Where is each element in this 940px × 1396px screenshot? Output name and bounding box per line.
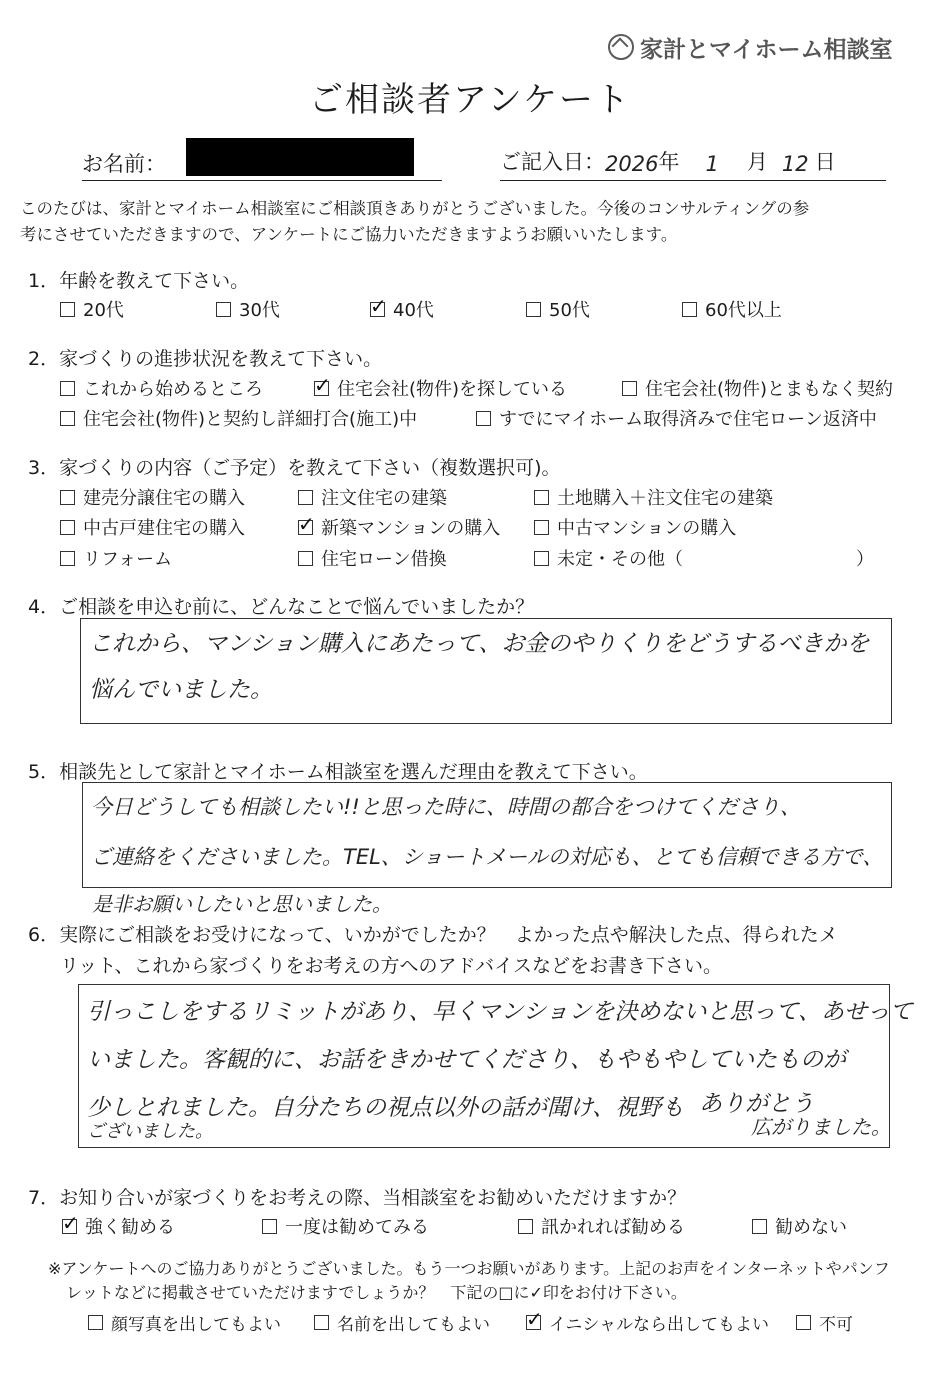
checkbox-icon[interactable] <box>60 520 75 535</box>
intro-text <box>20 196 926 248</box>
q6-answer-extra: 広がりました。 <box>751 1115 891 1139</box>
checkbox-icon[interactable] <box>60 411 75 426</box>
q6-label: 6．実際にご相談をお受けになって、いかがでしたか？ よかった点や解決した点、得られたメ <box>28 924 838 946</box>
checkbox-icon[interactable] <box>476 411 491 426</box>
note-line: レットなどに掲載させていただけますでしょうか？ 下記の□に✓印をお付け下さい。 <box>66 1283 687 1302</box>
publish-option[interactable]: 顔写真を出してもよい <box>88 1310 281 1335</box>
q2-option[interactable]: ✓ 住宅会社(物件)を探している <box>314 375 567 401</box>
q1-option[interactable]: 50代 <box>526 296 590 322</box>
checkbox-icon[interactable] <box>752 1219 767 1234</box>
checkbox-icon[interactable] <box>60 381 75 396</box>
publish-option[interactable]: ✓ イニシャルなら出してもよい <box>526 1310 769 1335</box>
q6-answer-line: いました。客観的に、お話をきかせてくださり、もやもやしていたものが <box>87 1047 846 1073</box>
checkbox-icon[interactable] <box>622 381 637 396</box>
checkbox-icon[interactable] <box>534 551 549 566</box>
q1-option[interactable]: ✓ 40代 <box>370 296 434 322</box>
q4-answer-line: 悩んでいました。 <box>89 677 273 703</box>
q6-label-cont: リット、これから家づくりをお考えの方へのアドバイスなどをお書き下さい。 <box>60 955 722 977</box>
publish-option[interactable]: 名前を出してもよい <box>314 1310 490 1335</box>
name-field <box>82 146 442 181</box>
checkbox-icon[interactable] <box>216 302 231 317</box>
q4-answer-box[interactable] <box>80 618 892 724</box>
intro-line: 考にさせていただきますので、アンケートにご協力いただきますようお願いいたします。 <box>20 225 678 244</box>
q3-option[interactable]: 建売分譲住宅の購入 <box>60 484 245 510</box>
checkbox-icon[interactable] <box>534 520 549 535</box>
page-title: ご相談者アンケート <box>309 80 631 120</box>
checkbox-icon[interactable] <box>262 1219 277 1234</box>
date-year-unit: 年 <box>658 150 680 174</box>
q7-option[interactable]: 勧めない <box>752 1213 847 1239</box>
q3-option[interactable]: 土地購入＋注文住宅の建築 <box>534 484 773 510</box>
q4-answer-line: これから、マンション購入にあたって、お金のやりくりをどうするべきかを <box>89 631 870 657</box>
date-field <box>500 146 886 181</box>
q7-option[interactable]: 訊かれれば勧める <box>518 1213 685 1239</box>
checked-checkbox-icon[interactable] <box>62 1219 77 1234</box>
date-month-unit: 月 <box>746 150 768 174</box>
checked-checkbox-icon[interactable] <box>314 381 329 396</box>
q6-answer-line: ございました。 <box>87 1121 213 1142</box>
checkbox-icon[interactable] <box>518 1219 533 1234</box>
q5-label: 5．相談先として家計とマイホーム相談室を選んだ理由を教えて下さい。 <box>28 761 648 783</box>
q3-option[interactable]: 未定・その他（ <box>534 545 683 571</box>
brand-name: 家計とマイホーム相談室 <box>640 36 893 63</box>
checkbox-icon[interactable] <box>298 551 313 566</box>
q7-option[interactable]: ✓ 強く勧める <box>62 1213 175 1239</box>
q6-answer-line: 引っこしをするリミットがあり、早くマンションを決めないと思って、あせって <box>87 999 913 1025</box>
date-label: ご記入日： <box>500 150 605 174</box>
q5-answer-line: ご連絡をくださいました。TEL、ショートメールの対応も、とても信頼できる方で、 <box>91 845 884 869</box>
checkbox-icon[interactable] <box>682 302 697 317</box>
redacted-name <box>186 138 414 176</box>
checked-checkbox-icon[interactable] <box>298 520 313 535</box>
q2-option[interactable]: これから始めるところ <box>60 375 263 401</box>
q3-option[interactable]: ✓ 新築マンションの購入 <box>298 514 500 540</box>
publish-option[interactable]: 不可 <box>796 1310 853 1335</box>
q3-option[interactable]: リフォーム <box>60 545 172 571</box>
q1-option[interactable]: 30代 <box>216 296 280 322</box>
checkbox-icon[interactable] <box>796 1315 811 1330</box>
checkbox-icon[interactable] <box>298 490 313 505</box>
checkbox-icon[interactable] <box>534 490 549 505</box>
q6-answer-line: 少しとれました。自分たちの視点以外の話が聞け、視野も <box>87 1095 685 1121</box>
checkbox-icon[interactable] <box>60 490 75 505</box>
q1-option[interactable]: 60代以上 <box>682 296 782 322</box>
q2-option[interactable]: 住宅会社(物件)と契約し詳細打合(施工)中 <box>60 405 417 431</box>
name-label: お名前： <box>82 152 166 176</box>
house-icon <box>608 34 634 60</box>
brand-logo <box>608 30 893 64</box>
q2-option[interactable]: すでにマイホーム取得済みで住宅ローン返済中 <box>476 405 877 431</box>
q1-option[interactable]: 20代 <box>60 296 124 322</box>
q2-label: 2．家づくりの進捗状況を教えて下さい。 <box>28 348 383 370</box>
checkbox-icon[interactable] <box>314 1315 329 1330</box>
checkbox-icon[interactable] <box>526 302 541 317</box>
date-day: 12 <box>781 152 809 176</box>
q2-option[interactable]: 住宅会社(物件)とまもなく契約 <box>622 375 893 401</box>
date-month: 1 <box>705 152 719 176</box>
q6-answer-box[interactable] <box>78 984 913 1148</box>
q3-option[interactable]: 中古戸建住宅の購入 <box>60 514 245 540</box>
date-year: 2026 <box>605 152 659 176</box>
checked-checkbox-icon[interactable] <box>526 1315 541 1330</box>
checkbox-icon[interactable] <box>60 551 75 566</box>
checkbox-icon[interactable] <box>60 302 75 317</box>
publish-note <box>48 1257 928 1305</box>
checkbox-icon[interactable] <box>88 1315 103 1330</box>
q7-option[interactable]: 一度は勧めてみる <box>262 1213 429 1239</box>
q5-answer-box[interactable] <box>82 782 892 888</box>
q4-label: 4．ご相談を申込む前に、どんなことで悩んでいましたか？ <box>28 596 535 618</box>
q5-answer-line: 今日どうしても相談したい!!と思った時に、時間の都合をつけてくださり、 <box>91 795 801 819</box>
q5-answer-line: 是非お願いしたいと思いました。 <box>92 892 392 916</box>
q1-label: 1．年齢を教えて下さい。 <box>28 270 250 292</box>
q3-label: 3．家づくりの内容（ご予定）を教えて下さい（複数選択可)。 <box>28 457 561 479</box>
note-line: ※アンケートへのご協力ありがとうございました。もう一つお願いがあります。上記のお声をインターネットやパンフ <box>48 1259 890 1278</box>
q3-option[interactable]: 住宅ローン借換 <box>298 545 447 571</box>
q6-answer-extra: ありがとう <box>699 1091 814 1117</box>
intro-line: このたびは、家計とマイホーム相談室にご相談頂きありがとうございました。今後のコンサルティングの参 <box>20 199 810 218</box>
q7-label: 7．お知り合いが家づくりをお考えの際、当相談室をお勧めいただけますか？ <box>28 1187 687 1209</box>
checked-checkbox-icon[interactable] <box>370 302 385 317</box>
q3-option[interactable]: 注文住宅の建築 <box>298 484 447 510</box>
date-day-unit: 日 <box>814 150 836 174</box>
q3-option[interactable]: 中古マンションの購入 <box>534 514 736 540</box>
q3-other-close: ） <box>856 549 874 570</box>
